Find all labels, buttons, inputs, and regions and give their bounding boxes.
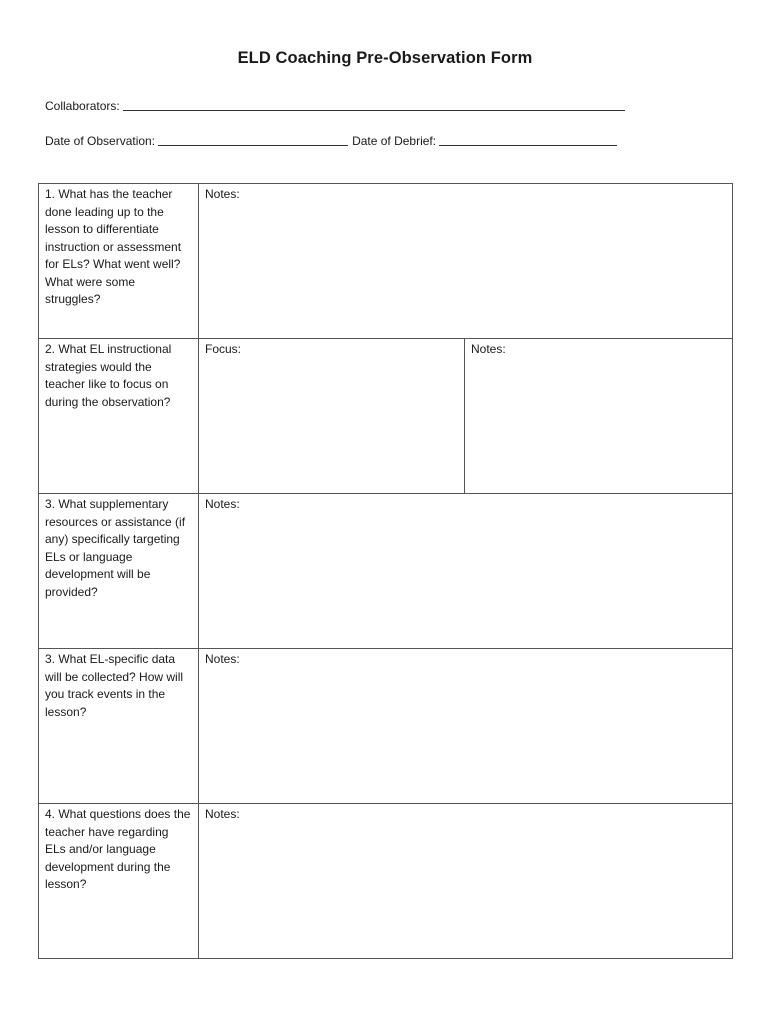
table-row	[39, 494, 733, 649]
focus-cell-2[interactable]	[199, 339, 465, 494]
collaborators-line	[45, 98, 625, 113]
notes-label: Notes:	[205, 652, 240, 666]
notes-cell-1[interactable]	[199, 184, 733, 339]
collaborators-label: Collaborators:	[45, 99, 120, 113]
question-1: 1. What has the teacher done leading up to the lesson to differentiate instruction or assessment for ELs? What went well? What were some struggles?	[39, 184, 199, 339]
notes-cell-5[interactable]	[199, 804, 733, 959]
table-row	[39, 184, 733, 339]
notes-label: Notes:	[205, 187, 240, 201]
notes-cell-2[interactable]	[465, 339, 733, 494]
date-of-observation-label: Date of Observation:	[45, 134, 156, 148]
table-row	[39, 339, 733, 494]
question-5: 4. What questions does the teacher have regarding ELs and/or language development during the lesson?	[39, 804, 199, 959]
notes-label: Notes:	[471, 342, 506, 356]
date-of-observation-field[interactable]	[158, 133, 348, 146]
question-4: 3. What EL-specific data will be collected? How will you track events in the lesson?	[39, 649, 199, 804]
notes-cell-4[interactable]	[199, 649, 733, 804]
dates-line	[45, 133, 617, 148]
question-2: 2. What EL instructional strategies would the teacher like to focus on during the observation?	[39, 339, 199, 494]
table-row	[39, 804, 733, 959]
focus-label: Focus:	[205, 342, 242, 356]
date-of-debrief-field[interactable]	[439, 133, 617, 146]
collaborators-field[interactable]	[123, 98, 625, 111]
notes-label: Notes:	[205, 497, 240, 511]
notes-label: Notes:	[205, 807, 240, 821]
pre-observation-table	[38, 183, 733, 959]
question-3: 3. What supplementary resources or assistance (if any) specifically targeting ELs or language development will be provided?	[39, 494, 199, 649]
table-row	[39, 649, 733, 804]
form-title: ELD Coaching Pre-Observation Form	[237, 49, 533, 67]
notes-cell-3[interactable]	[199, 494, 733, 649]
date-of-debrief-label: Date of Debrief:	[352, 134, 437, 148]
